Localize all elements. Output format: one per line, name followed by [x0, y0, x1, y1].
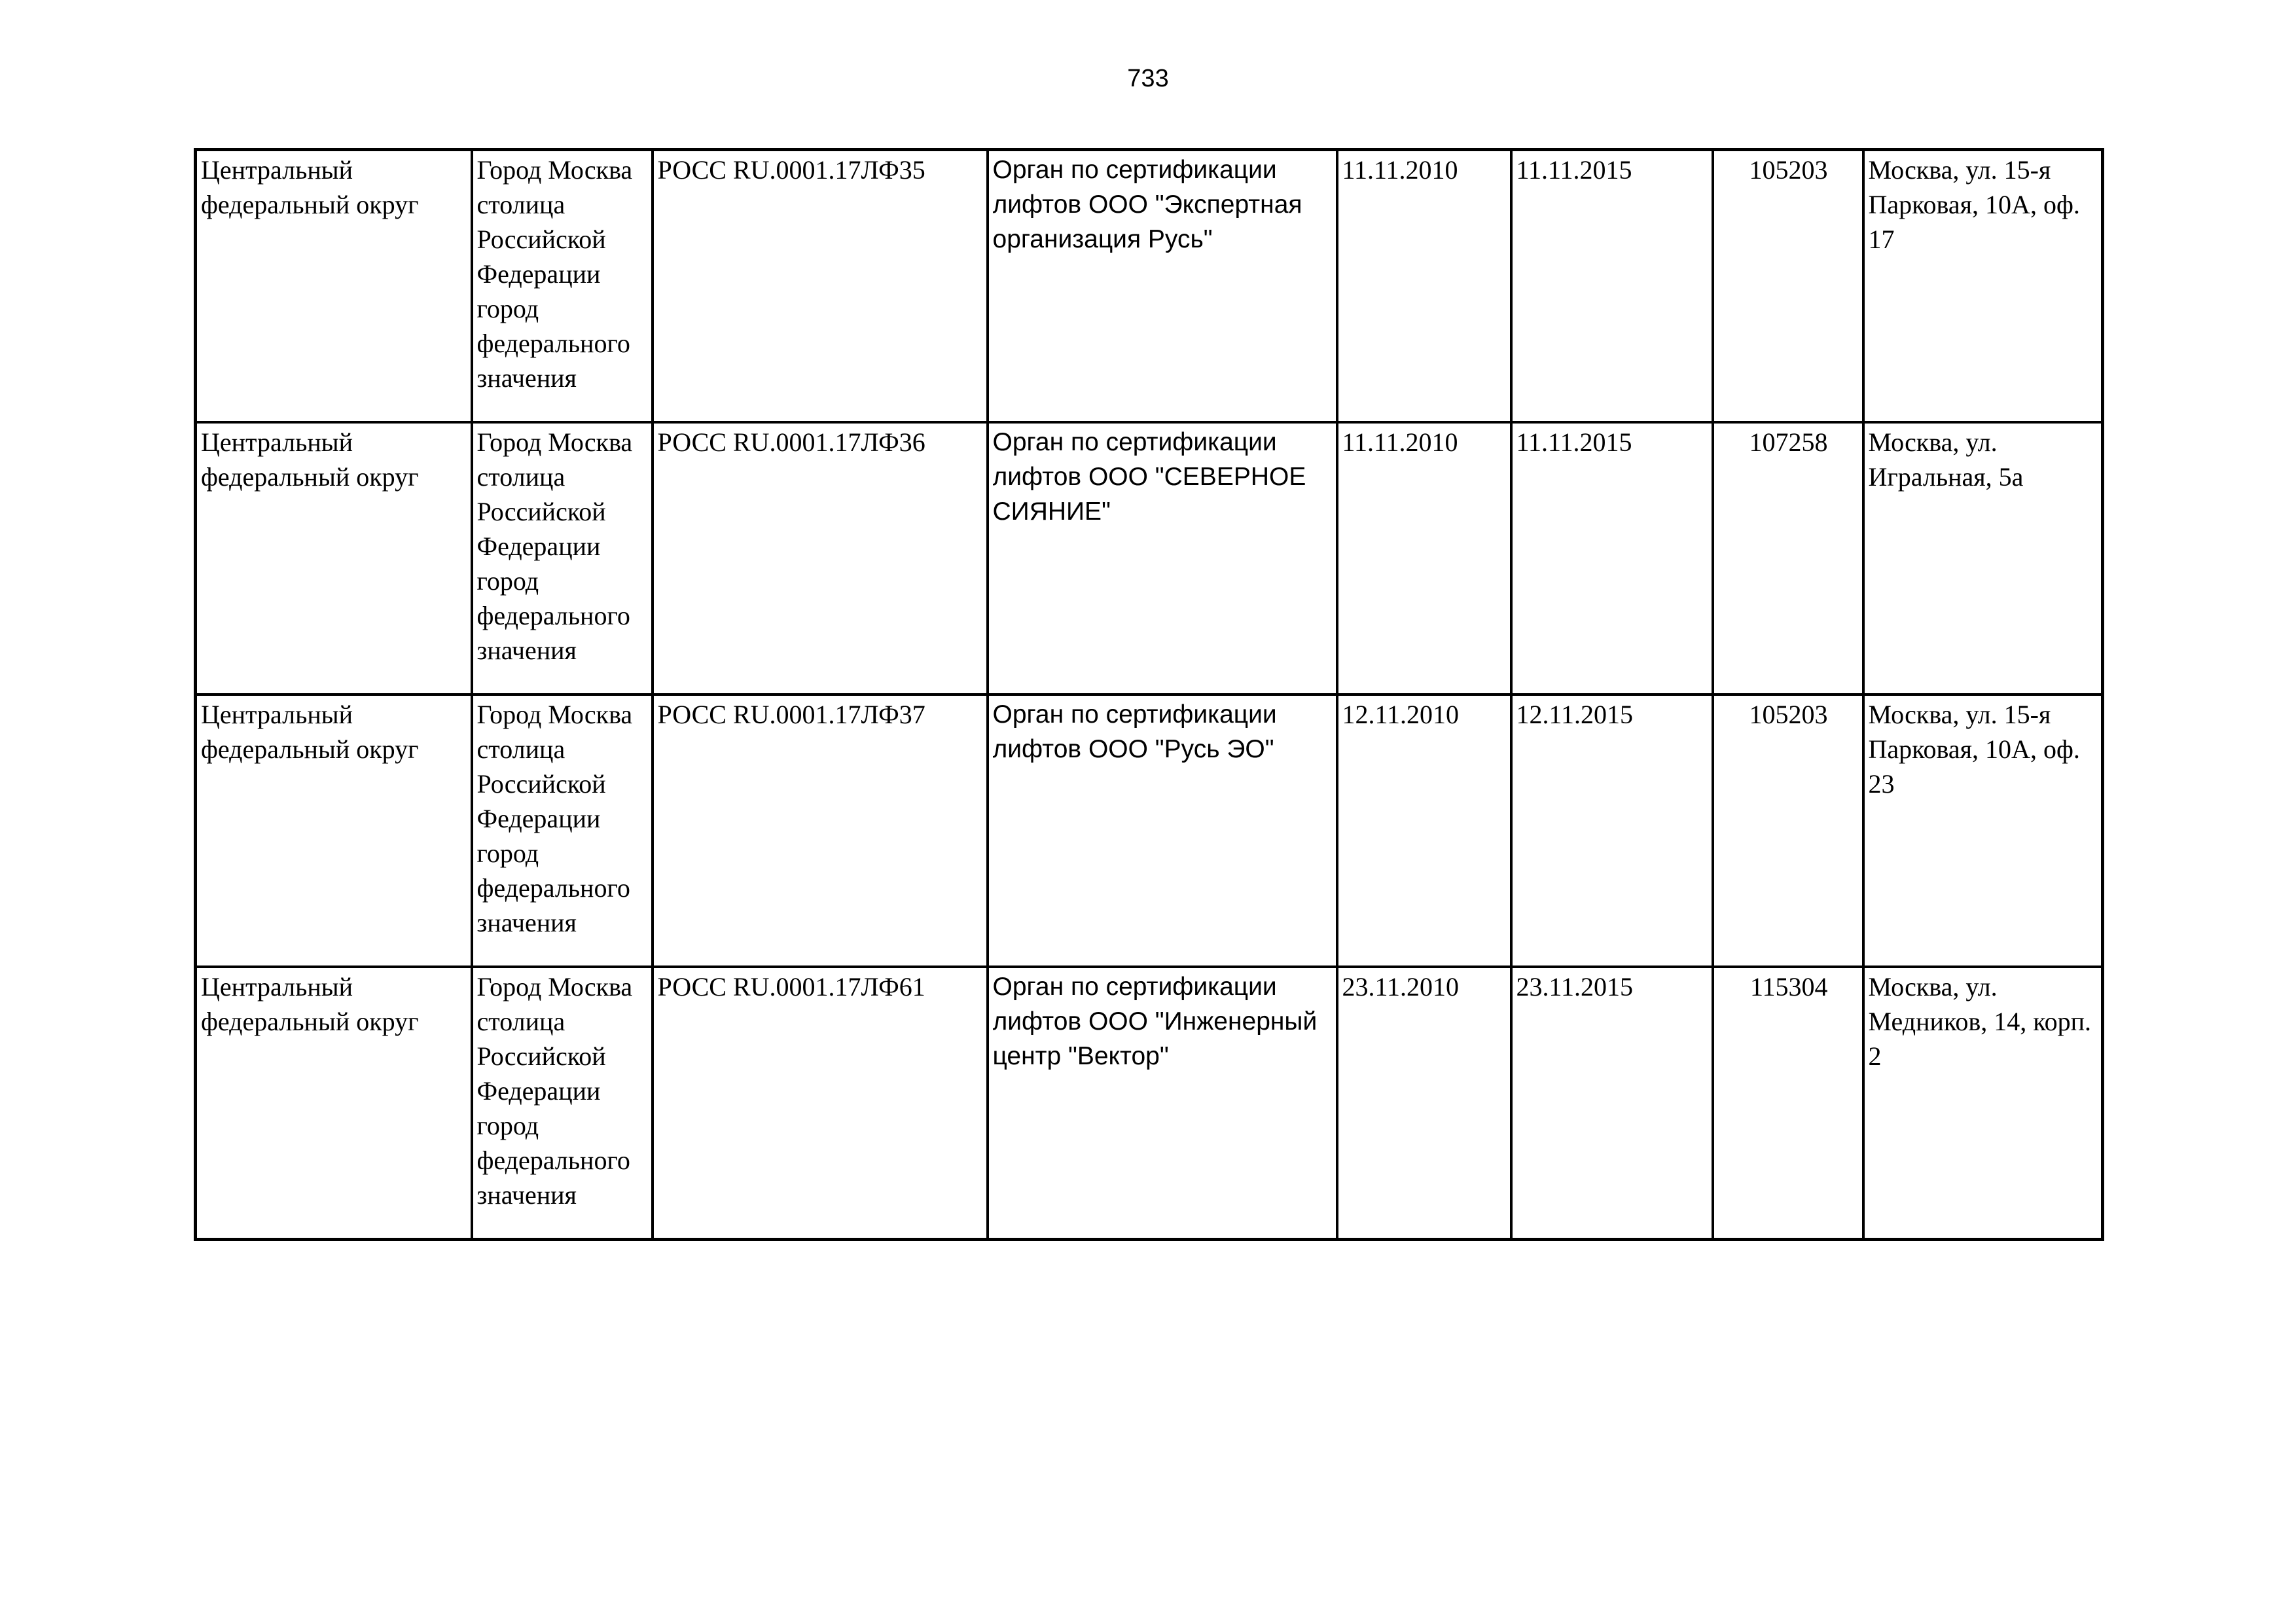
table-row: [196, 422, 2103, 695]
district-cell: Центральный федеральный округ: [196, 150, 472, 423]
date-issued-cell: 23.11.2010: [1337, 967, 1511, 1240]
date-expires-cell: 11.11.2015: [1511, 150, 1713, 423]
address-cell: Москва, ул. 15-я Парковая, 10А, оф. 23: [1863, 695, 2103, 967]
registration-number-cell: РОСС RU.0001.17ЛФ35: [653, 150, 988, 423]
date-expires-cell: 23.11.2015: [1511, 967, 1713, 1240]
region-cell: Город Москва столица Российской Федерации город федерального значения: [472, 150, 653, 423]
table-row: [196, 150, 2103, 423]
date-issued-cell: 11.11.2010: [1337, 422, 1511, 695]
district-cell: Центральный федеральный округ: [196, 967, 472, 1240]
table-row: [196, 695, 2103, 967]
address-cell: Москва, ул. Игральная, 5а: [1863, 422, 2103, 695]
region-cell: Город Москва столица Российской Федерации город федерального значения: [472, 422, 653, 695]
date-expires-cell: 11.11.2015: [1511, 422, 1713, 695]
date-issued-cell: 11.11.2010: [1337, 150, 1511, 423]
date-expires-cell: 12.11.2015: [1511, 695, 1713, 967]
registration-number-cell: РОСС RU.0001.17ЛФ36: [653, 422, 988, 695]
postal-code-cell: 115304: [1713, 967, 1863, 1240]
district-cell: Центральный федеральный округ: [196, 695, 472, 967]
address-cell: Москва, ул. 15-я Парковая, 10А, оф. 17: [1863, 150, 2103, 423]
postal-code-cell: 105203: [1713, 695, 1863, 967]
registration-number-cell: РОСС RU.0001.17ЛФ61: [653, 967, 988, 1240]
organization-cell: Орган по сертификации лифтов ООО "Русь ЭО": [988, 695, 1337, 967]
page-number: 733: [1127, 65, 1169, 92]
region-cell: Город Москва столица Российской Федерации город федерального значения: [472, 967, 653, 1240]
organization-cell: Орган по сертификации лифтов ООО "Экспертная организация Русь": [988, 150, 1337, 423]
date-issued-cell: 12.11.2010: [1337, 695, 1511, 967]
organization-cell: Орган по сертификации лифтов ООО "Инженерный центр "Вектор": [988, 967, 1337, 1240]
district-cell: Центральный федеральный округ: [196, 422, 472, 695]
postal-code-cell: 105203: [1713, 150, 1863, 423]
certification-bodies-table: [194, 148, 2104, 1241]
registration-number-cell: РОСС RU.0001.17ЛФ37: [653, 695, 988, 967]
organization-cell: Орган по сертификации лифтов ООО "СЕВЕРНОЕ СИЯНИЕ": [988, 422, 1337, 695]
table-row: [196, 967, 2103, 1240]
region-cell: Город Москва столица Российской Федерации город федерального значения: [472, 695, 653, 967]
address-cell: Москва, ул. Медников, 14, корп. 2: [1863, 967, 2103, 1240]
postal-code-cell: 107258: [1713, 422, 1863, 695]
